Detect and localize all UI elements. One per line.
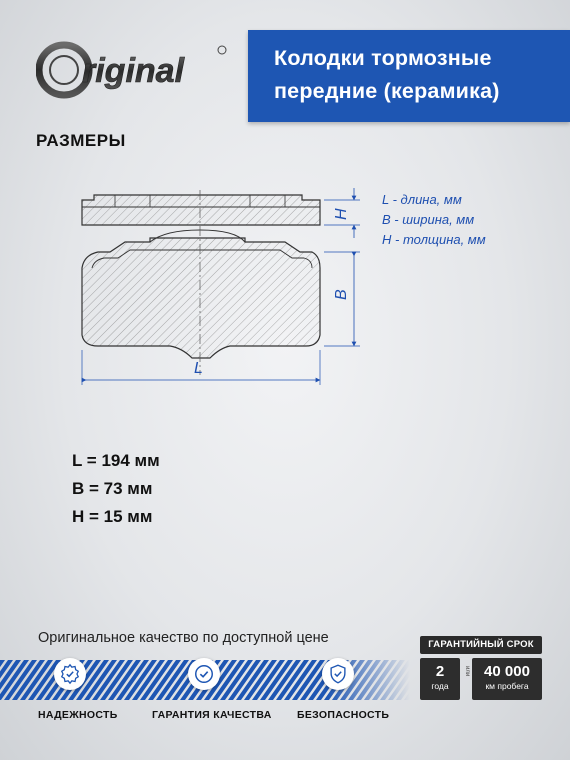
title-line-1: Колодки тормозные bbox=[274, 46, 492, 70]
warranty-km-value: 40 000 bbox=[484, 663, 530, 680]
dim-label-l: L bbox=[194, 360, 203, 377]
dim-length: L = 194 мм bbox=[72, 451, 160, 470]
badge-quality bbox=[188, 658, 220, 690]
warranty-mileage bbox=[472, 658, 542, 700]
feature-label-quality: ГАРАНТИЯ КАЧЕСТВА bbox=[152, 709, 272, 721]
title-line-2: передние (керамика) bbox=[274, 79, 500, 103]
dim-thickness: H = 15 мм bbox=[72, 507, 153, 526]
badge-reliability bbox=[54, 658, 86, 690]
badge-safety bbox=[322, 658, 354, 690]
warranty-years-unit: года bbox=[431, 681, 449, 691]
check-circle-icon bbox=[193, 663, 215, 685]
legend-thickness: H - толщина, мм bbox=[382, 232, 486, 247]
legend-length: L - длина, мм bbox=[382, 192, 462, 207]
shield-check-icon bbox=[327, 663, 349, 685]
gear-check-icon bbox=[59, 663, 81, 685]
warranty-years-value: 2 bbox=[435, 663, 445, 680]
warranty-years bbox=[420, 658, 460, 700]
section-title: РАЗМЕРЫ bbox=[36, 131, 126, 150]
dimension-values bbox=[72, 447, 160, 531]
logo-text: riginal bbox=[82, 52, 185, 90]
brake-pad-drawing bbox=[70, 180, 370, 395]
dimension-legend bbox=[382, 190, 486, 250]
dim-label-b: B bbox=[333, 289, 350, 300]
warranty-km-unit: км пробега bbox=[485, 681, 529, 691]
warranty-block bbox=[420, 636, 542, 708]
title-banner bbox=[248, 30, 570, 122]
brand-logo bbox=[36, 36, 236, 106]
dim-label-h: H bbox=[333, 208, 350, 220]
tagline: Оригинальное качество по доступной цене bbox=[38, 630, 329, 646]
dim-width: B = 73 мм bbox=[72, 479, 153, 498]
feature-label-safety: БЕЗОПАСНОСТЬ bbox=[297, 709, 390, 721]
legend-width: B - ширина, мм bbox=[382, 212, 475, 227]
feature-label-reliability: НАДЕЖНОСТЬ bbox=[38, 709, 118, 721]
warranty-or: или bbox=[464, 666, 470, 677]
warranty-title: ГАРАНТИЙНЫЙ СРОК bbox=[420, 636, 542, 654]
pad-side-view bbox=[82, 195, 320, 225]
